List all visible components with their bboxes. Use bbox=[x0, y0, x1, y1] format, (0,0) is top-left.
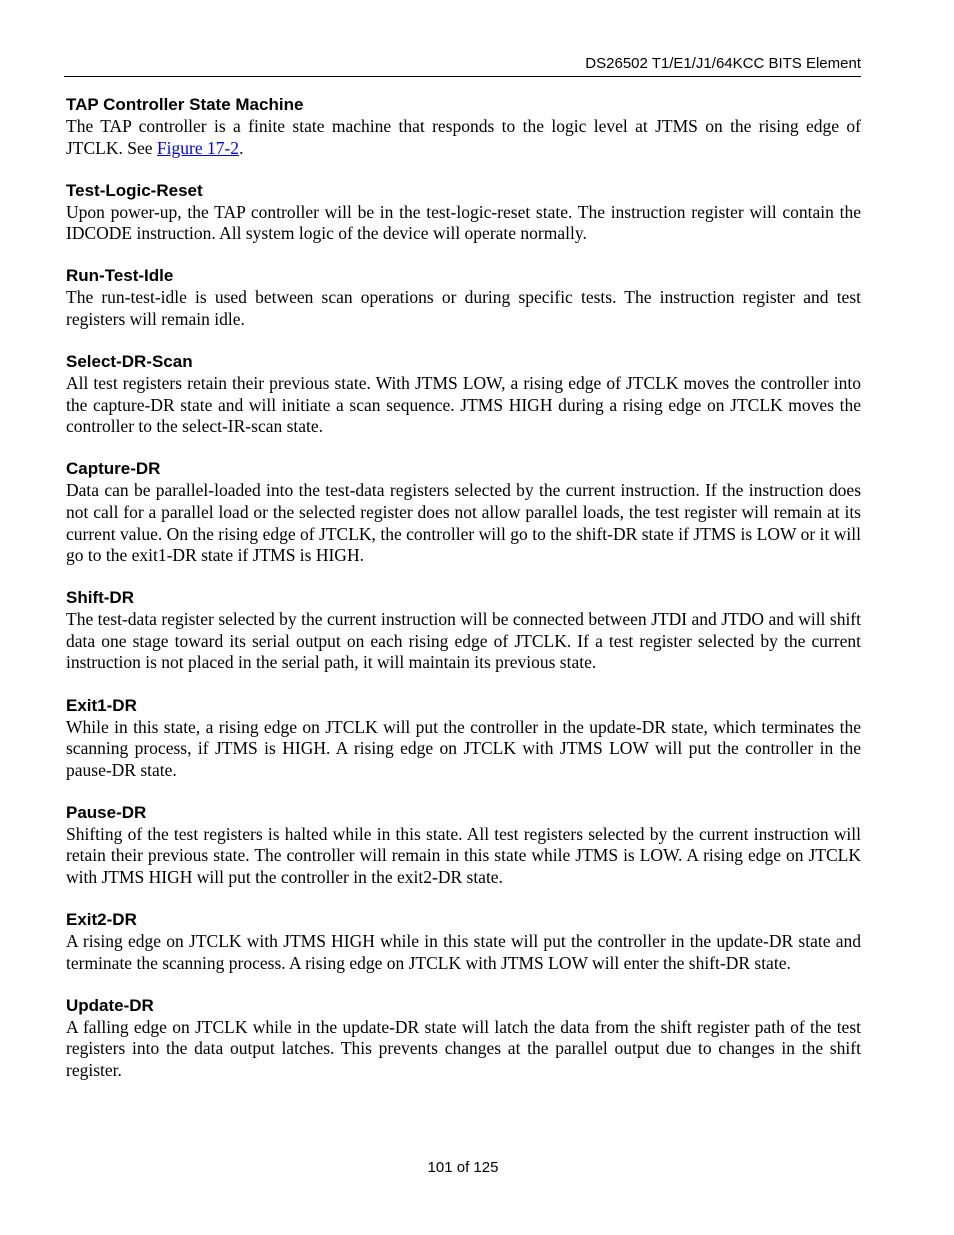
section-paragraph: All test registers retain their previous state. With JTMS LOW, a rising edge of JTCLK moves the controller into the capture-DR state and will initiate a scan sequence. JTMS HIGH during a rising edge on JTCLK moves the controller to the select-IR-scan state. bbox=[66, 373, 861, 437]
section-exit1-dr bbox=[66, 695, 861, 782]
document-title: DS26502 T1/E1/J1/64KCC BITS Element bbox=[585, 55, 861, 72]
section-paragraph: Data can be parallel-loaded into the test-data registers selected by the current instruction. If the instruction does not call for a parallel load or the selected register does not allow parallel loads, the test register will remain at its current value. On the rising edge of JTCLK, the controller will go to the shift-DR state if JTMS is LOW or it will go to the exit1-DR state if JTMS is HIGH. bbox=[66, 480, 861, 566]
section-select-dr-scan bbox=[66, 351, 861, 438]
section-heading: Shift-DR bbox=[66, 588, 134, 608]
section-run-test-idle bbox=[66, 265, 861, 330]
section-heading: Capture-DR bbox=[66, 459, 161, 479]
section-heading: Test-Logic-Reset bbox=[66, 180, 203, 200]
figure-17-2-link[interactable]: Figure 17-2 bbox=[156, 137, 240, 158]
section-paragraph: Upon power-up, the TAP controller will be in the test-logic-reset state. The instruction register will contain the IDCODE instruction. All system logic of the device will operate normally. bbox=[66, 201, 861, 244]
section-heading: Run-Test-Idle bbox=[66, 266, 174, 286]
paragraph-text: The TAP controller is a finite state machine that responds to the logic level at JTMS on the rising edge of JTCLK. See bbox=[66, 116, 861, 158]
section-heading: Pause-DR bbox=[66, 802, 147, 822]
section-tap-controller-state-machine bbox=[66, 94, 861, 159]
section-paragraph bbox=[66, 116, 861, 159]
section-paragraph: While in this state, a rising edge on JTCLK will put the controller in the update-DR state, which terminates the scanning process, if JTMS is HIGH. A rising edge on JTCLK with JTMS LOW will put the controller in the pause-DR state. bbox=[66, 716, 861, 780]
paragraph-text-end: . bbox=[239, 137, 244, 158]
document-body bbox=[66, 94, 861, 1102]
section-capture-dr bbox=[66, 458, 861, 566]
section-heading: TAP Controller State Machine bbox=[66, 95, 304, 114]
section-paragraph: The run-test-idle is used between scan operations or during specific tests. The instruction register and test registers will remain idle. bbox=[66, 287, 861, 329]
section-test-logic-reset bbox=[66, 180, 861, 245]
section-heading: Exit2-DR bbox=[66, 910, 137, 930]
section-heading: Update-DR bbox=[66, 995, 154, 1015]
section-exit2-dr bbox=[66, 909, 861, 974]
section-update-dr bbox=[66, 995, 861, 1082]
page-header bbox=[64, 54, 861, 77]
section-heading: Exit1-DR bbox=[66, 695, 137, 715]
section-paragraph: The test-data register selected by the current instruction will be connected between JTDI and JTDO and will shift data one stage toward its serial output on each rising edge of JTCLK. If a test register selected by the current instruction is not placed in the serial path, it will maintain its previous state. bbox=[66, 609, 861, 673]
section-pause-dr bbox=[66, 802, 861, 889]
section-paragraph: A falling edge on JTCLK while in the update-DR state will latch the data from the shift register path of the test registers into the data output latches. This prevents changes at the parallel output due to changes in the shift register. bbox=[66, 1016, 861, 1080]
page-number: 101 of 125 bbox=[427, 1159, 499, 1176]
section-paragraph: A rising edge on JTCLK with JTMS HIGH while in this state will put the controller in the update-DR state and terminate the scanning process. A rising edge on JTCLK with JTMS LOW will enter the shift-DR state. bbox=[66, 931, 861, 973]
section-shift-dr bbox=[66, 587, 861, 674]
section-heading: Select-DR-Scan bbox=[66, 352, 193, 372]
section-paragraph: Shifting of the test registers is halted while in this state. All test registers selected by the current instruction will retain their previous state. The controller will remain in this state while JTMS is LOW. A rising edge on JTCLK with JTMS HIGH will put the controller in the exit2-DR state. bbox=[66, 823, 861, 887]
